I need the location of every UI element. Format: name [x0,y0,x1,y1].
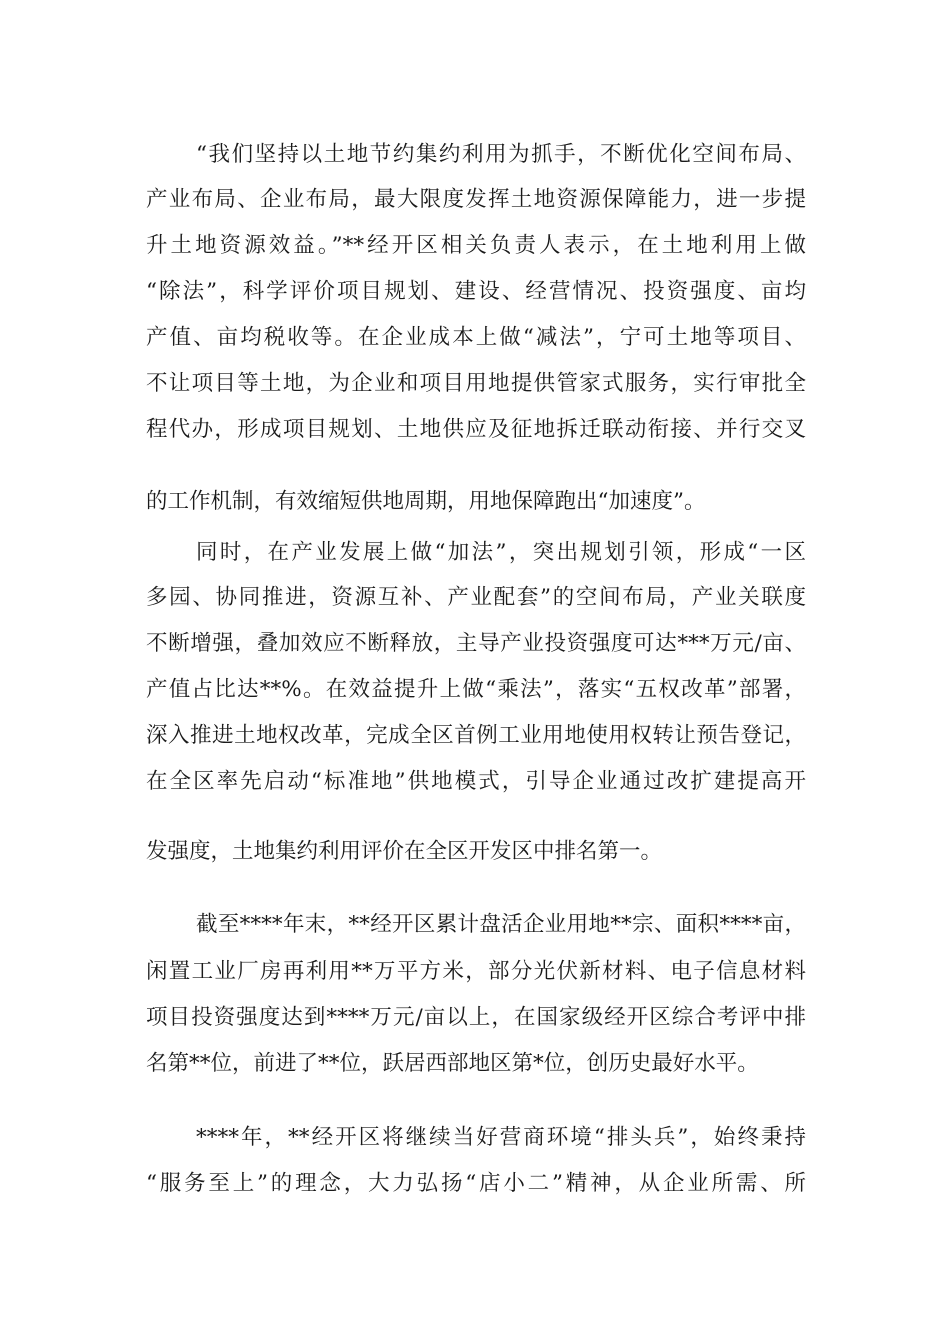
text-line: 名第**位，前进了**位，跃居西部地区第*位，创历史最好水平。 [146,1051,759,1076]
text-line: 发强度，土地集约利用评价在全区开发区中排名第一。 [146,839,663,864]
text-line: 项目投资强度达到****万元/亩以上，在国家级经开区综合考评中排 [146,1005,806,1030]
text-line: 升土地资源效益。”**经开区相关负责人表示，在土地利用上做 [146,233,806,258]
text-line: “我们坚持以土地节约集约利用为抓手，不断优化空间布局、 [196,142,806,167]
text-line: 产值、亩均税收等。在企业成本上做“减法”，宁可土地等项目、 [146,325,806,350]
text-line: 多园、协同推进，资源互补、产业配套”的空间布局，产业关联度 [146,585,806,610]
text-line: “除法”，科学评价项目规划、建设、经营情况、投资强度、亩均 [146,279,806,304]
text-line: ****年，**经开区将继续当好营商环境“排头兵”，始终秉持 [196,1125,806,1150]
text-line: “服务至上”的理念，大力弘扬“店小二”精神，从企业所需、所 [146,1171,806,1196]
text-line: 的工作机制，有效缩短供地周期，用地保障跑出“加速度”。 [146,489,706,514]
text-line: 闲置工业厂房再利用**万平方米，部分光伏新材料、电子信息材料 [146,959,806,984]
text-line: 程代办，形成项目规划、土地供应及征地拆迁联动衔接、并行交叉 [146,417,806,442]
text-line: 不断增强，叠加效应不断释放，主导产业投资强度可达***万元/亩、 [146,631,806,656]
text-line: 同时，在产业发展上做“加法”，突出规划引领，形成“一区 [196,540,806,565]
text-line: 产值占比达**%。在效益提升上做“乘法”，落实“五权改革”部署， [146,677,806,702]
text-line: 不让项目等土地，为企业和项目用地提供管家式服务，实行审批全 [146,371,806,396]
text-line: 在全区率先启动“标准地”供地模式，引导企业通过改扩建提高开 [146,769,806,794]
text-line: 深入推进土地权改革，完成全区首例工业用地使用权转让预告登记， [146,723,806,748]
text-line: 产业布局、企业布局，最大限度发挥土地资源保障能力，进一步提 [146,187,806,212]
text-line: 截至****年末，**经开区累计盘活企业用地**宗、面积****亩， [196,912,806,937]
